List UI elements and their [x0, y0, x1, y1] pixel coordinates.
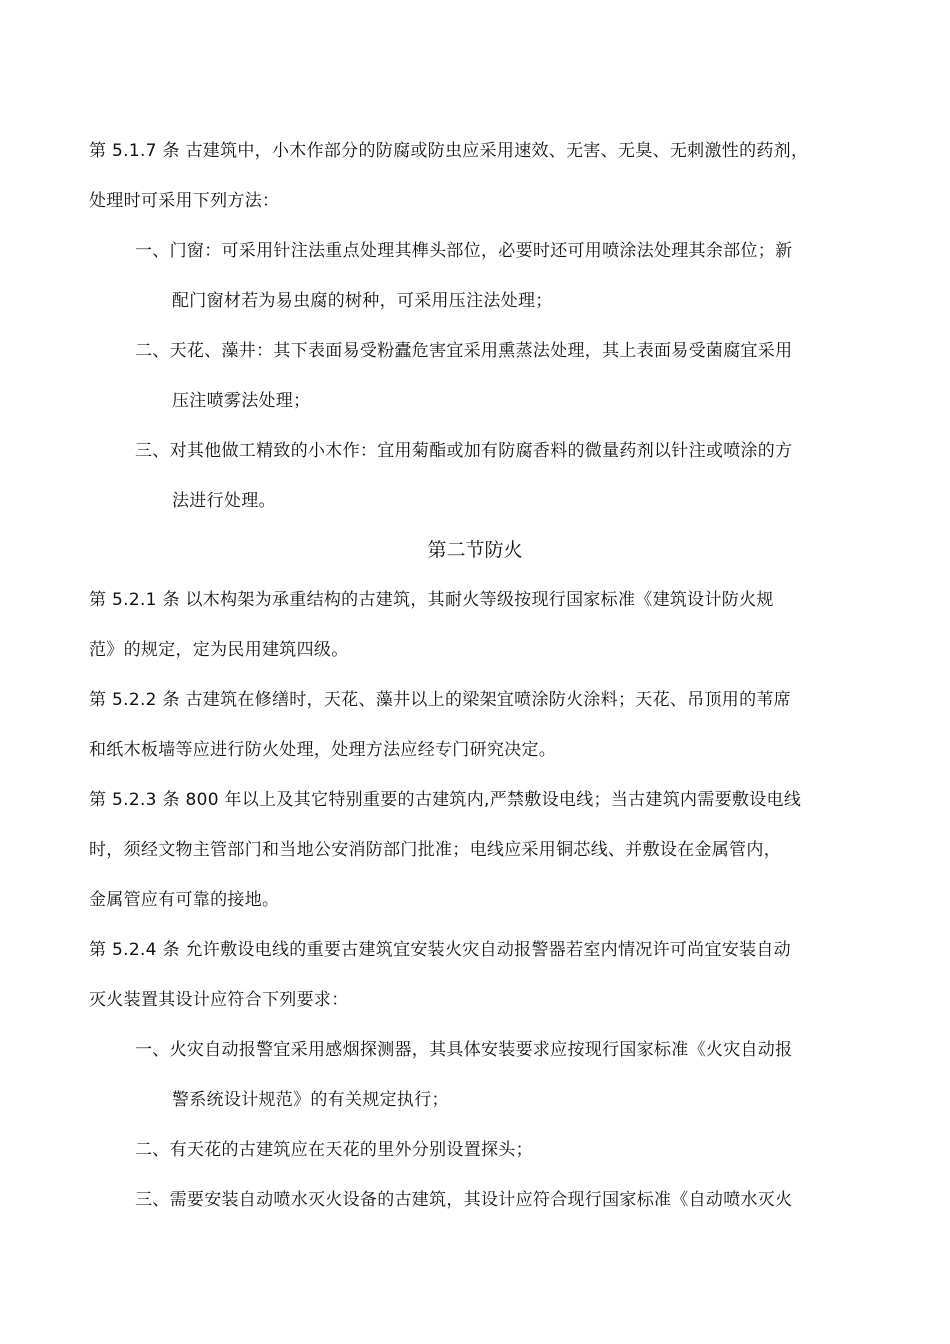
- list-item-line: 二、有天花的古建筑应在天花的里外分别设置探头；: [135, 1140, 533, 1160]
- section-heading: 第二节防火: [427, 539, 523, 561]
- list-item-line: 三、需要安装自动喷水灭火设备的古建筑，其设计应符合现行国家标准《自动喷水灭火: [135, 1190, 793, 1210]
- text-line: 时，须经文物主管部门和当地公安消防部门批准；电线应采用铜芯线、并敷设在金属管内，: [89, 840, 781, 860]
- list-item-line: 一、火灾自动报警宜采用感烟探测器，其具体安装要求应按现行国家标准《火灾自动报: [135, 1040, 793, 1060]
- list-item-line: 一、门窗：可采用针注法重点处理其榫头部位，必要时还可用喷涂法处理其余部位；新: [135, 241, 793, 261]
- text-line: 第 5.2.2 条 古建筑在修缮时，天花、藻井以上的梁架宜喷涂防火涂料；天花、吊顶用的苇席: [89, 690, 791, 710]
- text-line: 第 5.2.4 条 允许敷设电线的重要古建筑宜安装火灾自动报警器若室内情况许可尚宜安装自动: [89, 940, 791, 960]
- text-line: 和纸木板墙等应进行防火处理，处理方法应经专门研究决定。: [89, 740, 557, 760]
- list-item-line: 三、对其他做工精致的小木作：宜用菊酯或加有防腐香料的微量药剂以针注或喷涂的方: [135, 441, 793, 461]
- text-line: 第 5.2.1 条 以木构架为承重结构的古建筑，其耐火等级按现行国家标准《建筑设计防火规: [89, 590, 774, 610]
- text-line: 范》的规定，定为民用建筑四级。: [89, 640, 349, 660]
- text-line: 处理时可采用下列方法：: [89, 191, 280, 211]
- text-line: 第 5.2.3 条 800 年以上及其它特别重要的古建筑内,严禁敷设电线；当古建筑内需要敷设电线: [89, 790, 802, 810]
- text-line: 灭火装置其设计应符合下列要求：: [89, 990, 349, 1010]
- text-line: 第 5.1.7 条 古建筑中，小木作部分的防腐或防虫应采用速效、无害、无臭、无刺激性的药剂，: [89, 141, 809, 161]
- list-item-line: 压注喷雾法处理；: [172, 391, 311, 411]
- list-item-line: 法进行处理。: [172, 491, 276, 511]
- text-line: 金属管应有可靠的接地。: [89, 890, 280, 910]
- list-item-line: 配门窗材若为易虫腐的树种，可采用压注法处理；: [172, 291, 553, 311]
- list-item-line: 二、天花、藻井：其下表面易受粉蠹危害宜采用熏蒸法处理，其上表面易受菌腐宜采用: [135, 341, 793, 361]
- list-item-line: 警系统设计规范》的有关规定执行；: [172, 1090, 449, 1110]
